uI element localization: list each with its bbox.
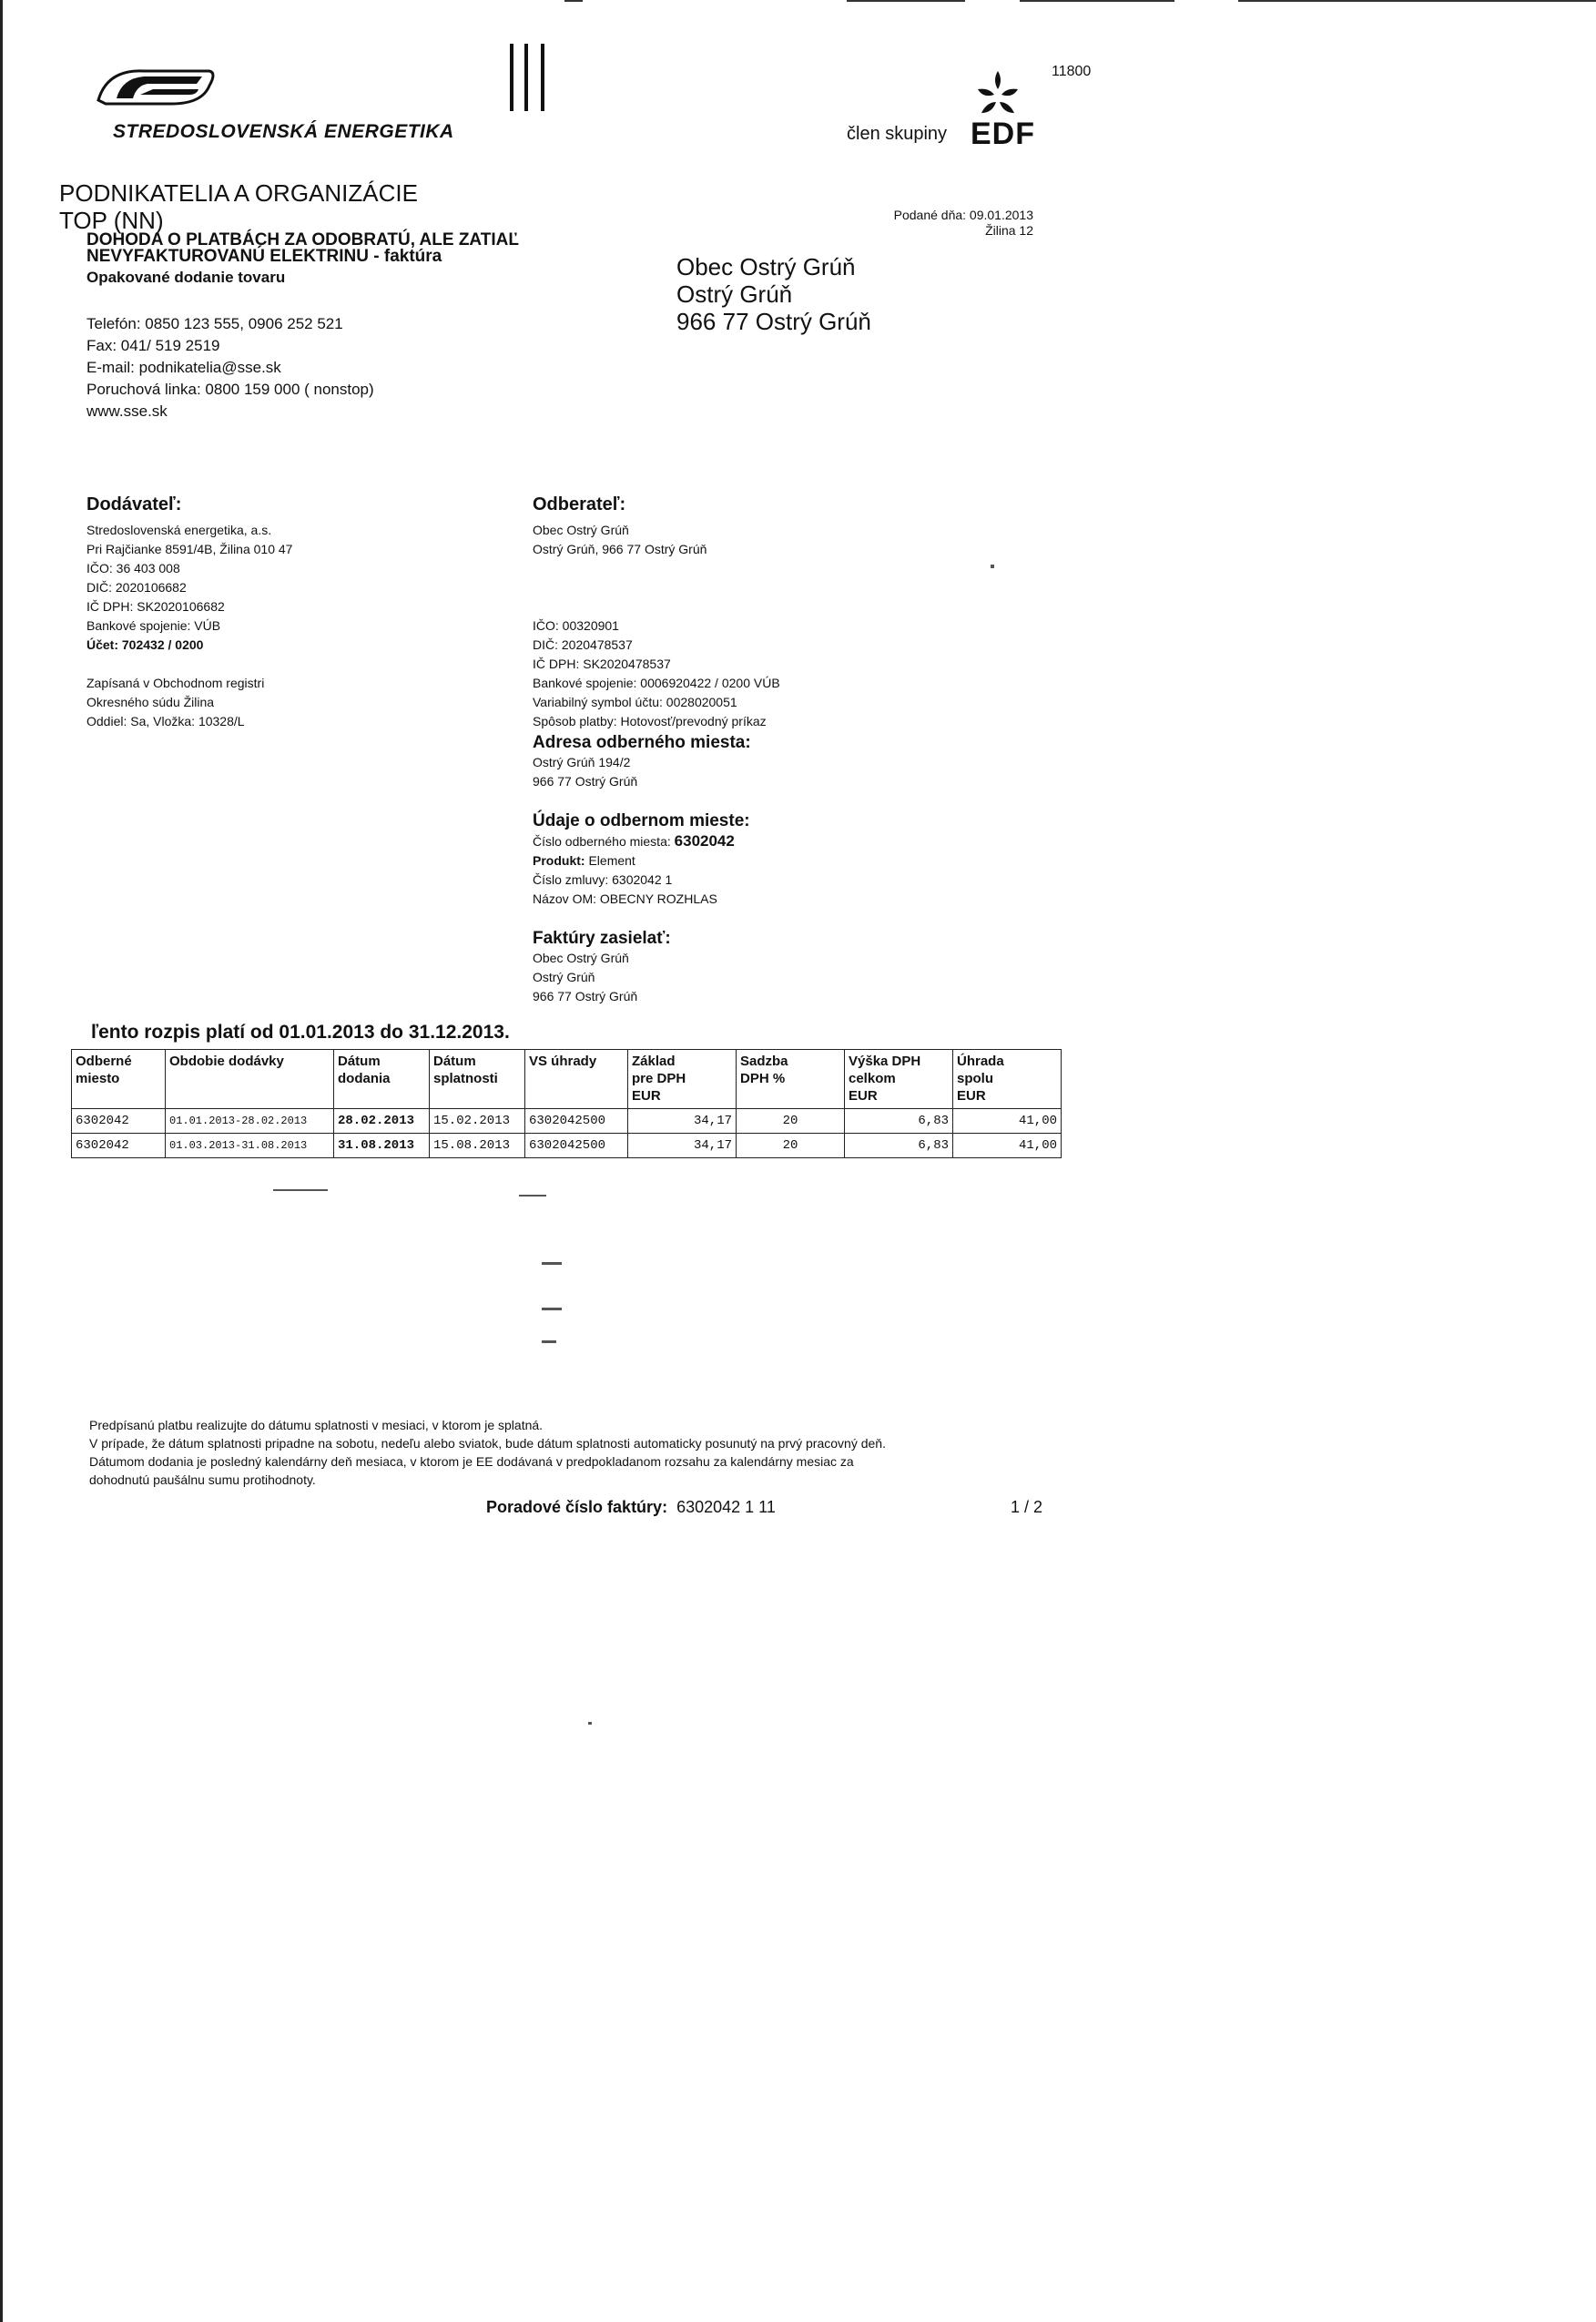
supplier-account: Účet: 702432 / 0200 [86, 637, 204, 652]
delivery-point-number-value: 6302042 [674, 832, 735, 850]
table-header-row [72, 1050, 1062, 1109]
document-title-line1: DOHODA O PLATBÁCH ZA ODOBRATÚ, ALE ZATIAĽ [86, 230, 519, 250]
scan-speck [542, 1340, 556, 1343]
registry-line2: Okresného súdu Žilina [86, 695, 215, 709]
email: E-mail: podnikatelia@sse.sk [86, 359, 281, 376]
column-header: Dátum dodania [334, 1050, 430, 1109]
table-row [72, 1134, 1062, 1158]
customer-bank: Bankové spojenie: 0006920422 / 0200 VÚB [533, 676, 780, 690]
cell-delivery-date: 31.08.2013 [334, 1134, 430, 1158]
edf-logo-text: EDF [971, 117, 1035, 151]
edf-flower-icon [971, 69, 1025, 120]
scan-speck [991, 565, 994, 568]
scan-mark [1020, 0, 1174, 2]
supplier-dic: DIČ: 2020106682 [86, 580, 187, 595]
cell-delivery-point: 6302042 [72, 1109, 166, 1134]
payment-note: Dátumom dodania je posledný kalendárny deň mesiaca, v ktorom je EE dodávaná v predpokladanom rozsahu za kalendárny mesiac za [89, 1454, 854, 1469]
document-title-line2: NEVYFAKTUROVANÚ ELEKTRINU - faktúra [86, 247, 442, 266]
customer-ic-dph: IČ DPH: SK2020478537 [533, 657, 671, 671]
scan-speck [542, 1308, 562, 1310]
cell-delivery-point: 6302042 [72, 1134, 166, 1158]
fault-line: Poruchová linka: 0800 159 000 ( nonstop) [86, 381, 374, 398]
scan-mark [564, 0, 583, 2]
send-invoices-line2: Ostrý Grúň [533, 970, 595, 984]
send-invoices-line1: Obec Ostrý Grúň [533, 951, 629, 965]
submitted-date: Podané dňa: 09.01.2013 [893, 208, 1033, 222]
column-header: Výška DPH celkom EUR [845, 1050, 953, 1109]
contact-block [86, 313, 374, 423]
delivery-address-line1: Ostrý Grúň 194/2 [533, 755, 631, 769]
customer-section [533, 494, 780, 1006]
company-name: STREDOSLOVENSKÁ ENERGETIKA [113, 121, 454, 142]
recipient-line2: Ostrý Grúň [676, 280, 793, 308]
column-header: Dátum splatnosti [430, 1050, 525, 1109]
postal-stamp [874, 208, 1033, 239]
cell-base: 34,17 [628, 1134, 737, 1158]
payment-note: Predpísanú platbu realizujte do dátumu splatnosti v mesiaci, v ktorom je splatná. [89, 1418, 544, 1432]
page-number: 1 / 2 [1011, 1498, 1043, 1516]
post-office: Žilina 12 [985, 223, 1033, 238]
column-header: Sadzba DPH % [737, 1050, 845, 1109]
scan-mark [1238, 0, 1596, 2]
group-member-text: člen skupiny [847, 124, 948, 144]
supplier-title: Dodávateľ: [86, 494, 182, 514]
customer-dic: DIČ: 2020478537 [533, 637, 633, 652]
invoice-number-value: 6302042 1 11 [676, 1498, 776, 1516]
recipient-address [676, 253, 871, 335]
supplier-bank: Bankové spojenie: VÚB [86, 618, 221, 633]
customer-title: Odberateľ: [533, 494, 626, 514]
supplier-ico: IČO: 36 403 008 [86, 561, 180, 575]
phone: Telefón: 0850 123 555, 0906 252 521 [86, 315, 343, 332]
delivery-address [533, 753, 780, 791]
tariff: TOP (NN) [59, 207, 164, 234]
payment-note: dohodnutú paušálnu sumu protihodnoty. [89, 1472, 316, 1487]
cell-vat-rate: 20 [737, 1134, 845, 1158]
column-header: VS úhrady [525, 1050, 628, 1109]
document-number: 11800 [1052, 64, 1092, 79]
om-name: Názov OM: OBECNY ROZHLAS [533, 891, 717, 906]
document-title [86, 232, 651, 265]
customer-name: Obec Ostrý Grúň [533, 523, 629, 537]
cell-base: 34,17 [628, 1109, 737, 1134]
scan-mark [847, 0, 965, 2]
product-value: Element [588, 853, 635, 868]
invoice-number-label: Poradové číslo faktúry: [486, 1498, 668, 1516]
sse-logo [89, 64, 217, 111]
column-header: Úhrada spolu EUR [953, 1050, 1062, 1109]
invoice-number [486, 1498, 776, 1517]
recipient-line3: 966 77 Ostrý Grúň [676, 308, 871, 335]
delivery-point-number [533, 831, 780, 851]
payment-note: V prípade, že dátum splatnosti pripadne na sobotu, nedeľu alebo sviatok, bude dátum splatnosti automaticky posunutý na prvý pracovný deň. [89, 1436, 886, 1451]
product [533, 851, 780, 871]
cell-total: 41,00 [953, 1109, 1062, 1134]
scan-speck [519, 1195, 546, 1197]
supplier-details [86, 521, 292, 731]
delivery-point [533, 831, 780, 909]
cell-due-date: 15.08.2013 [430, 1134, 525, 1158]
cell-period: 01.03.2013-31.08.2013 [166, 1134, 334, 1158]
supplier-section [86, 494, 292, 731]
fax: Fax: 041/ 519 2519 [86, 337, 220, 354]
website: www.sse.sk [86, 402, 168, 420]
column-header: Základ pre DPH EUR [628, 1050, 737, 1109]
payment-method: Spôsob platby: Hotovosť/prevodný príkaz [533, 714, 767, 728]
delivery-address-line2: 966 77 Ostrý Grúň [533, 774, 638, 789]
recipient-line1: Obec Ostrý Grúň [676, 253, 856, 280]
column-header: Obdobie dodávky [166, 1050, 334, 1109]
schedule-validity: ľento rozpis platí od 01.01.2013 do 31.12.2013. [91, 1022, 510, 1043]
customer-details [533, 521, 780, 731]
supplier-name: Stredoslovenská energetika, a.s. [86, 523, 272, 537]
cell-period: 01.01.2013-28.02.2013 [166, 1109, 334, 1134]
variable-symbol: Variabilný symbol účtu: 0028020051 [533, 695, 737, 709]
cell-due-date: 15.02.2013 [430, 1109, 525, 1134]
send-invoices-line3: 966 77 Ostrý Grúň [533, 989, 638, 1003]
supplier-ic-dph: IČ DPH: SK2020106682 [86, 599, 225, 614]
cell-vat-amount: 6,83 [845, 1134, 953, 1158]
cell-vs: 6302042500 [525, 1134, 628, 1158]
scan-speck [542, 1262, 562, 1265]
customer-segment: PODNIKATELIA A ORGANIZÁCIE [59, 179, 418, 207]
cell-vat-rate: 20 [737, 1109, 845, 1134]
page-edge [0, 0, 3, 2322]
customer-ico: IČO: 00320901 [533, 618, 619, 633]
send-invoices-title: Faktúry zasielať: [533, 929, 671, 948]
scan-speck [588, 1722, 592, 1725]
cell-vs: 6302042500 [525, 1109, 628, 1134]
cell-total: 41,00 [953, 1134, 1062, 1158]
column-header: Odberné miesto [72, 1050, 166, 1109]
delivery-address-title: Adresa odberného miesta: [533, 733, 751, 752]
cell-vat-amount: 6,83 [845, 1109, 953, 1134]
contract-number: Číslo zmluvy: 6302042 1 [533, 872, 673, 887]
registry-line1: Zapísaná v Obchodnom registri [86, 676, 265, 690]
cell-delivery-date: 28.02.2013 [334, 1109, 430, 1134]
send-invoices-address [533, 949, 780, 1006]
delivery-point-number-label: Číslo odberného miesta: [533, 834, 671, 849]
payment-notes [89, 1416, 1072, 1489]
table-row [72, 1109, 1062, 1134]
delivery-point-title: Údaje o odbernom mieste: [533, 811, 750, 830]
payment-schedule-table [71, 1049, 1062, 1158]
registry-line3: Oddiel: Sa, Vložka: 10328/L [86, 714, 245, 728]
customer-address: Ostrý Grúň, 966 77 Ostrý Grúň [533, 542, 707, 556]
barcode-marks [510, 44, 574, 111]
product-label: Produkt: [533, 853, 585, 868]
scan-speck [273, 1189, 328, 1191]
document-subtitle: Opakované dodanie tovaru [86, 269, 286, 286]
supplier-address: Pri Rajčianke 8591/4B, Žilina 010 47 [86, 542, 293, 556]
